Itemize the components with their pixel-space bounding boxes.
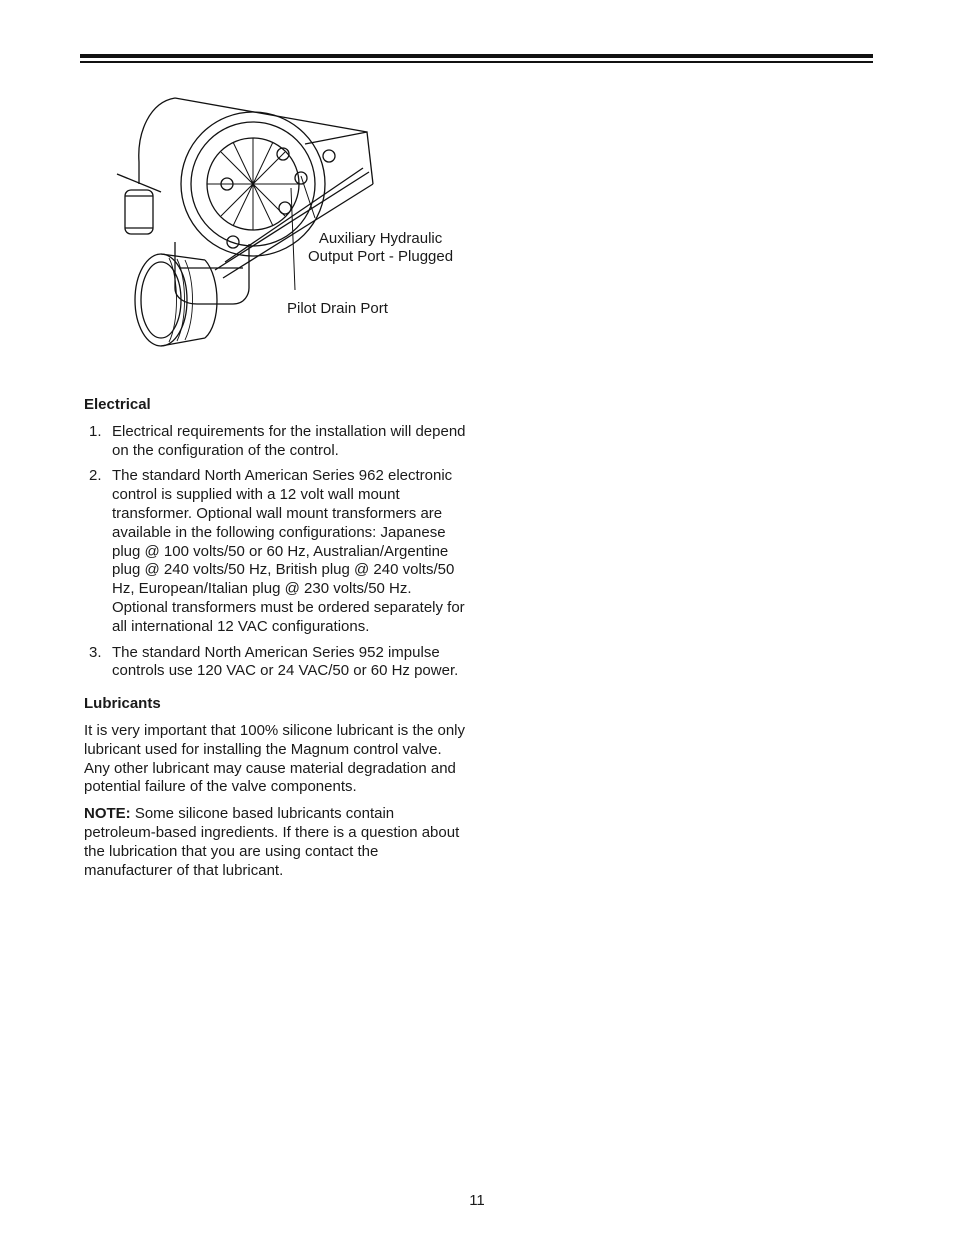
- header-rule-thin: [80, 61, 873, 63]
- electrical-heading: Electrical: [84, 396, 151, 413]
- valve-illustration: [105, 92, 485, 354]
- auxiliary-port-label-line2: Output Port - Plugged: [308, 248, 454, 265]
- electrical-list: [84, 423, 466, 681]
- auxiliary-port-label: [308, 230, 453, 266]
- lubricants-paragraph: It is very important that 100% silicone lubricant is the only lubricant used for installing the Magnum control valve. Any other lubricant may cause material degradation and potential failure of the valve components.: [84, 721, 466, 796]
- list-item: 2. The standard North American Series 962 electronic control is supplied with a 12 volt wall mount transformer. Optional wall mount transformers are available in the following configurations: Japanese plug @ 100 volts/50 or 60 Hz, Australian/Argentine plug @ 240 volts/50 Hz, British plug @ 240 volts/50 Hz, European/Italian plug @ 230 volts/50 Hz. Optional transformers must be ordered separately for all international 12 VAC configurations.: [89, 467, 465, 635]
- text-column: [84, 396, 466, 888]
- list-item: 1. Electrical requirements for the installation will depend on the configuration of the control.: [89, 422, 466, 459]
- list-item: 3. The standard North American Series 952 impulse controls use 120 VAC or 24 VAC/50 or 60 Hz power.: [89, 643, 459, 680]
- header-rule-thick: [80, 54, 873, 58]
- note-text: Some silicone based lubricants contain petroleum-based ingredients. If there is a question about the lubrication that you are using contact the manufacturer of that lubricant.: [84, 805, 460, 879]
- page-number: 11: [469, 1192, 485, 1209]
- lubricants-heading: Lubricants: [84, 695, 161, 713]
- auxiliary-port-label-line1: Auxiliary Hydraulic: [318, 230, 443, 247]
- note-paragraph: [84, 805, 466, 880]
- pilot-drain-label: Pilot Drain Port: [287, 300, 388, 317]
- note-label: NOTE:: [84, 805, 131, 823]
